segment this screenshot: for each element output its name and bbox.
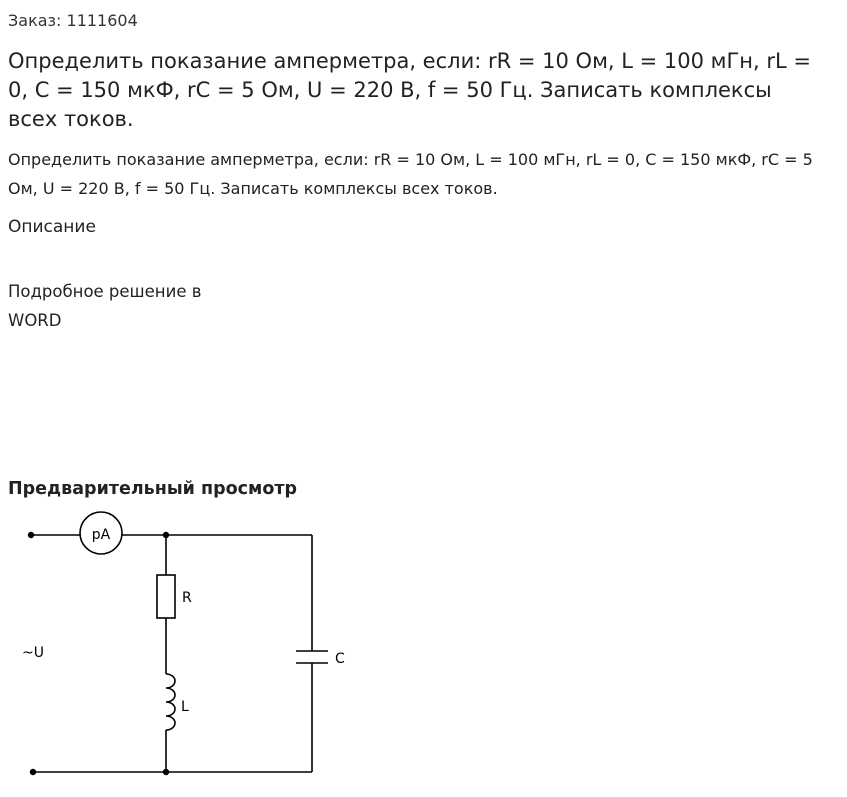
capacitor-label: C bbox=[335, 651, 345, 667]
terminal-bottom bbox=[30, 769, 36, 775]
inductor bbox=[166, 674, 175, 730]
task-description: Определить показание амперметра, если: rR = 10 Ом, L = 100 мГн, rL = 0, C = 150 мкФ, rC = 5 Ом, U = 220 В, f = 50 Гц. Записать комплексы всех токов. bbox=[8, 150, 813, 198]
terminal-top bbox=[28, 532, 34, 538]
junction-bottom bbox=[163, 769, 169, 775]
order-number: Заказ: 1111604 bbox=[8, 11, 138, 30]
source-label: ~U bbox=[22, 645, 44, 661]
circuit-diagram bbox=[0, 505, 380, 790]
resistor-label: R bbox=[182, 590, 192, 606]
resistor bbox=[157, 575, 175, 618]
inductor-label: L bbox=[181, 699, 189, 715]
solution-note: Подробное решение в WORD bbox=[8, 282, 202, 330]
ammeter-label: pA bbox=[91, 527, 111, 543]
preview-heading: Предварительный просмотр bbox=[8, 479, 298, 499]
description-section-label: Описание bbox=[8, 217, 96, 237]
task-title: Определить показание амперметра, если: rR = 10 Ом, L = 100 мГн, rL = 0, C = 150 мкФ, rC = 5 Ом, U = 220 В, f = 50 Гц. Записать комплексы всех токов. bbox=[8, 49, 811, 131]
junction-top bbox=[163, 532, 169, 538]
